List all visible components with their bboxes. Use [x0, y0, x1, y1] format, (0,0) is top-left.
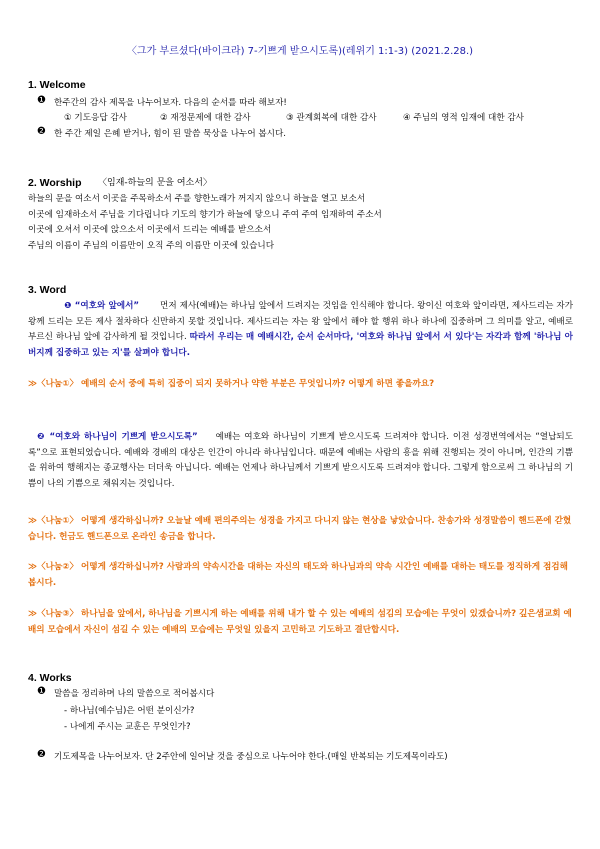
- welcome-item-1: ① 기도응답 감사: [64, 113, 127, 123]
- worship-line-3: 이곳에 오셔서 이곳에 앉으소서 이곳에서 드리는 예배를 받으소서: [28, 225, 272, 235]
- word-question-2: ≫〈나눔②〉 어떻게 생각하십니까? 사람과의 약속시간을 대하는 자신의 태도와 하나님과의 약속 시간인 예배를 대하는 태도를 정직하게 점검해 봅시다.: [28, 562, 568, 588]
- works-line-1: 말씀을 정리하며 나의 말씀으로 적어봅시다: [54, 689, 215, 699]
- word-question-0: ≫〈나눔①〉 예배의 순서 중에 특히 집중이 되지 못하거나 약한 부분은 무엇입니까? 어떻게 하면 좋을까요?: [28, 379, 435, 389]
- word-paragraph-1: [28, 299, 573, 361]
- document-title: 〈그가 부르셨다(바이크라) 7-기쁘게 받으시도록)(레위기 1:1-3) (2021.2.28.): [126, 46, 474, 57]
- word-paragraph-2: [28, 430, 573, 492]
- welcome-item-4: ④ 주님의 영적 임재에 대한 감사: [403, 113, 524, 123]
- word-heading: 3. Word: [28, 284, 67, 296]
- word-p1-text: 먼저 제사(예배)는 하나님 앞에서 드려지는 것임을 인식해야 합니다. 왕이신 여호와 앞이라면, 제사드리는 자가 왕께 드리는 모든 제사 절차하다 신만하지 못할 것입니다. 제사드리는 자는 왕 앞에서 해야 할 행위 하나 하나에 집중하며 그 의미를 알고, 예배로 부르신 하나님 앞에 감사하게 될 것입니다.: [28, 301, 573, 342]
- welcome-heading: 1. Welcome: [28, 79, 86, 91]
- welcome-bullet-1: ❶: [37, 95, 46, 106]
- word-p1-emphasis: 따라서 우리는 매 예배시간, 순서 순서마다, '여호와 하나님 앞에서 서 있다'는 자각과 함께 '하나님 아버지께 집중하고 있는 지'를 살펴야 합니다.: [28, 332, 573, 358]
- welcome-line-1: 한주간의 감사 제목을 나누어보자. 다음의 순서를 따라 해보자!: [54, 98, 287, 108]
- word-p2-title: “여호와 하나님이 기쁘게 받으시도록”: [49, 432, 198, 442]
- word-question-1: ≫〈나눔①〉 어떻게 생각하십니까? 오늘날 예배 편의주의는 성경을 가지고 다니지 않는 현상을 낳았습니다. 찬송가와 성경말씀이 핸드폰에 갇혔습니다. 헌금도 핸드폰으로 온라인 송금을 합니다.: [28, 516, 572, 542]
- works-line-2: 기도제목을 나누어보자. 단 2주안에 일어날 것을 중심으로 나누어야 한다.(매일 반복되는 기도제목이라도): [54, 752, 448, 762]
- worship-line-1: 하늘의 문을 여소서 이곳을 주목하소서 주를 향한노래가 꺼지지 않으니 하늘을 열고 보소서: [28, 194, 366, 204]
- welcome-item-2: ② 재정문제에 대한 감사: [160, 113, 251, 123]
- works-bullet-2: ❷: [37, 749, 46, 760]
- worship-subtitle: 〈임재-하늘의 문을 여소서〉: [98, 178, 212, 188]
- worship-line-2: 이곳에 임재하소서 주님을 기다립니다 기도의 향기가 하늘에 닿으니 주여 주여 임재하여 주소서: [28, 210, 382, 220]
- welcome-bullet-2: ❷: [37, 126, 46, 137]
- word-p1-title: “여호와 앞에서”: [74, 301, 140, 311]
- worship-heading: 2. Worship: [28, 177, 82, 189]
- works-sub-1: - 하나님(예수님)은 어떤 분이신가?: [64, 706, 195, 716]
- word-p2-bullet: ❷: [36, 432, 46, 442]
- works-heading: 4. Works: [28, 672, 72, 684]
- word-p1-bullet: ❶: [64, 301, 72, 311]
- welcome-line-2: 한 주간 제일 은혜 받거나, 힘이 된 말씀 묵상을 나누어 봅시다.: [54, 129, 287, 139]
- worship-line-4: 주님의 이름이 주님의 이름만이 오직 주의 이름만 이곳에 있습니다: [28, 241, 274, 251]
- welcome-item-3: ③ 관계회복에 대한 감사: [286, 113, 377, 123]
- word-question-3: ≫〈나눔③〉 하나님을 앞에서, 하나님을 기쁘시게 하는 예배를 위해 내가 할 수 있는 예배의 섬김의 모습에는 무엇이 있겠습니까? 깊은샘교회 예배의 모습에서 자신이 섬길 수 있는 예배의 모습에는 무엇일 있을지 고민하고 기도하고 결단합시다.: [28, 609, 572, 635]
- word-p2-text: 예배는 여호와 하나님이 기쁘게 받으시도록 드려져야 합니다. 이전 성경번역에서는 “열납되도록”으로 표현되었습니다. 예배와 경배의 대상은 인간이 아니라 하나님입니다. 때문에 예배는 사람의 흥을 위해 진행되는 것이 아니며, 인간의 기쁨을 위하여 행해지는 종교행사는 더더욱 아닙니다. 예배는 언제나 하나님께서 기쁘게 받으시도록 드려져야 합니다. 그렇게 함으로써 그 하나님의 기쁨이 나의 기쁨으로 채워지는 것입니다.: [28, 432, 574, 489]
- works-bullet-1: ❶: [37, 686, 46, 697]
- works-sub-2: - 나에게 주시는 교훈은 무엇인가?: [64, 722, 191, 732]
